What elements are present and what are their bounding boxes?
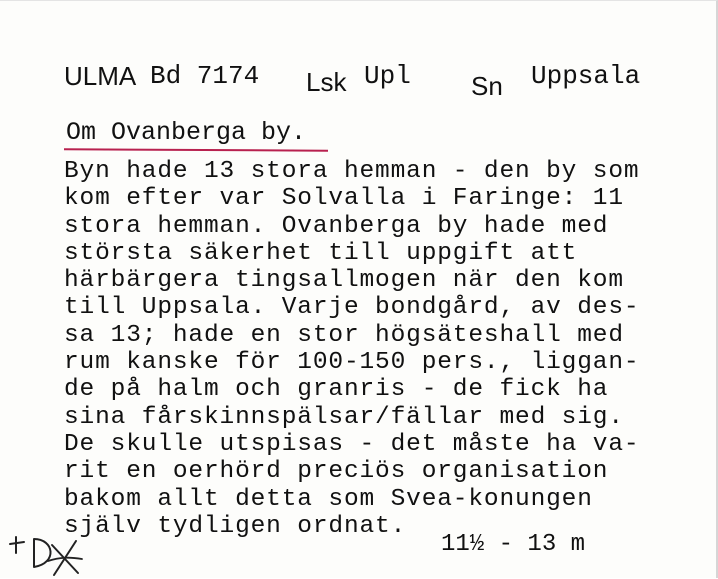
archive-code: ULMA: [64, 61, 137, 91]
card-body-text: [64, 158, 639, 540]
body-line: de på halm och granris - de fick ha: [64, 376, 609, 404]
body-line: sa 13; hade en stor högsäteshall med: [64, 321, 624, 349]
body-line: själv tydligen ordnat.: [64, 512, 407, 540]
parish-value: Uppsala: [531, 61, 641, 91]
registry-number: Bd 7174: [150, 61, 260, 91]
body-line: stora hemman. Ovanberga by hade med: [64, 212, 609, 240]
size-note: 11½ - 13 m: [441, 531, 586, 558]
body-line: härbärgera tingsallmogen när den kom: [64, 267, 624, 295]
body-line: största säkerhet till uppgift att: [64, 239, 578, 267]
handwritten-mark: [8, 517, 88, 579]
province-label: Lsk: [306, 67, 347, 97]
title-underline: [64, 148, 328, 151]
body-line: rit en oerhörd preciös organisation: [64, 458, 609, 486]
card-title: Om Ovanberga by.: [66, 118, 307, 147]
body-line: till Uppsala. Varje bondgård, av des-: [64, 294, 640, 322]
parish-label: Sn: [471, 71, 503, 101]
province-value: Upl: [364, 61, 411, 91]
body-line: rum kanske för 100-150 pers., liggan-: [64, 349, 640, 377]
body-line: sina fårskinnspälsar/fällar med sig.: [64, 403, 624, 431]
body-line: De skulle utspisas - det måste ha va-: [64, 430, 640, 458]
body-line: bakom allt detta som Svea-konungen: [64, 485, 593, 513]
body-line: Byn hade 13 stora hemman - den by som: [64, 158, 640, 185]
body-line: kom efter var Solvalla i Faringe: 11: [64, 185, 624, 213]
